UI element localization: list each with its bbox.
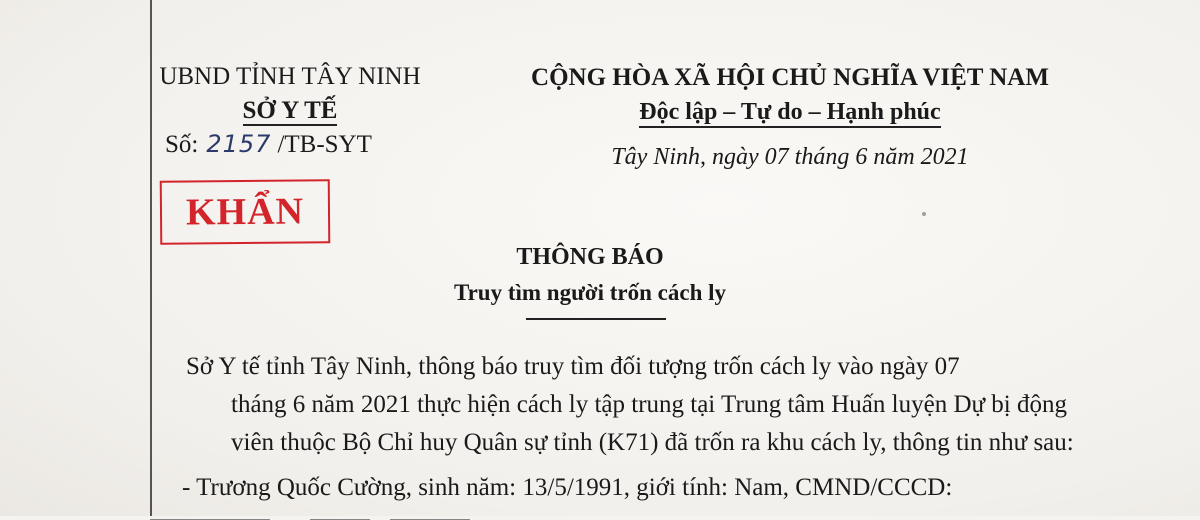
document-date: Tây Ninh, ngày 07 tháng 6 năm 2021: [611, 144, 969, 170]
body-line: viên thuộc Bộ Chỉ huy Quân sự tỉnh (K71) đã trốn ra khu cách ly, thông tin như sau:: [231, 429, 1074, 456]
nation-name: CỘNG HÒA XÃ HỘI CHỦ NGHĨA VIỆT NAM: [531, 64, 1049, 91]
body-line: Sở Y tế tỉnh Tây Ninh, thông báo truy tìm đối tượng trốn cách ly vào ngày 07: [186, 353, 960, 380]
urgent-stamp: [160, 179, 331, 244]
document-title: THÔNG BÁO: [516, 244, 664, 270]
urgent-stamp-text: KHẨN: [185, 190, 305, 234]
bullet-item: - Trương Quốc Cường, sinh năm: 13/5/1991, giới tính: Nam, CMND/CCCD:: [182, 474, 953, 501]
doc-number-handwritten: 2157: [206, 130, 272, 158]
cutoff-text-remnant: [150, 506, 480, 520]
national-motto: Độc lập – Tự do – Hạnh phúc: [639, 98, 940, 128]
paper-speck: [922, 212, 926, 216]
issuer-block: [140, 60, 440, 128]
doc-number-label: Số:: [165, 131, 199, 158]
doc-number-suffix: /TB-SYT: [277, 131, 372, 158]
cutoff-ink-marks: [150, 513, 480, 520]
document-subtitle: Truy tìm người trốn cách ly: [453, 280, 727, 305]
issuer-org: UBND TỈNH TÂY NINH: [159, 63, 421, 90]
national-header: [490, 62, 1090, 171]
document-body: [100, 348, 1100, 462]
body-line: tháng 6 năm 2021 thực hiện cách ly tập trung tại Trung tâm Huấn luyện Dự bị động: [231, 391, 1067, 418]
body-paragraph: [100, 348, 1100, 462]
subtitle-underline: [526, 318, 666, 320]
issuer-department: SỞ Y TẾ: [242, 97, 338, 124]
document-number: [165, 130, 372, 159]
